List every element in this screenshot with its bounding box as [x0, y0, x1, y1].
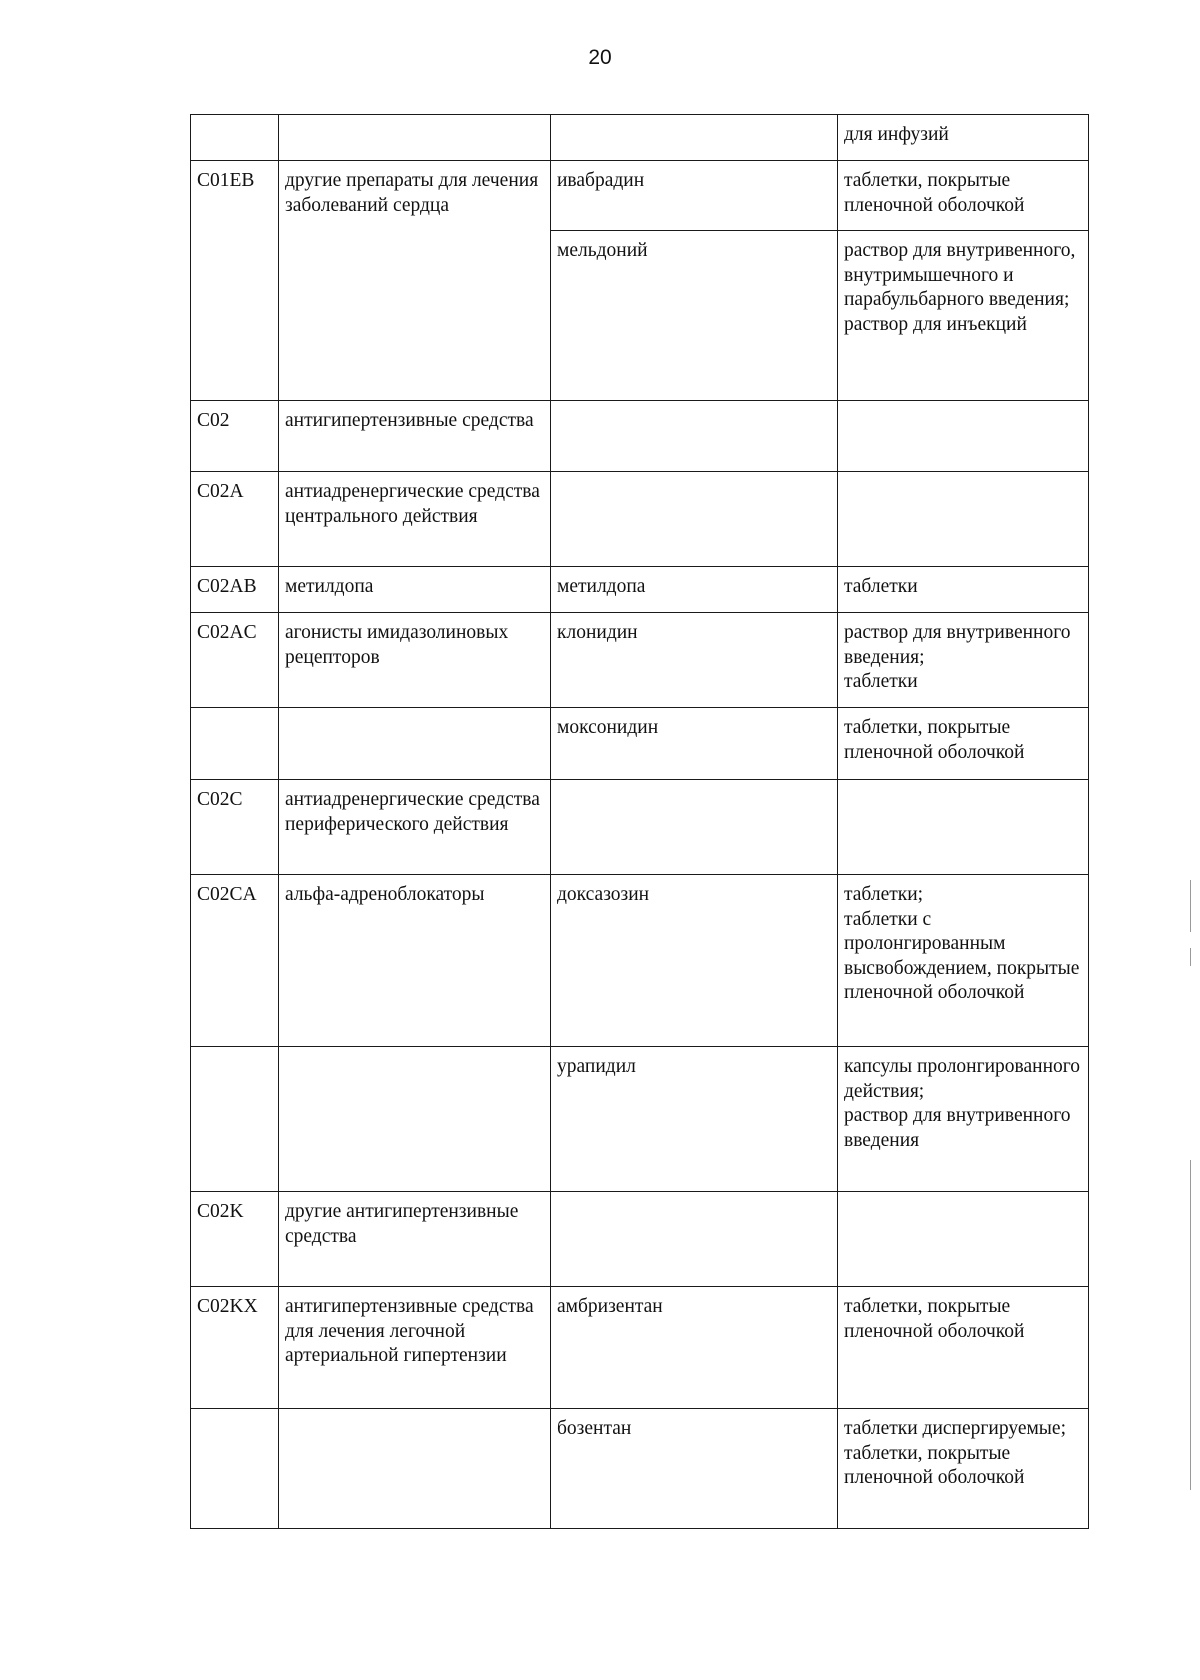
table-row [191, 875, 1089, 1047]
dosage-form-line: таблетки [844, 671, 918, 692]
atc-code-cell: C02 [191, 401, 279, 472]
pharm-group-cell: антигипертензивные средства для лечения легочной артериальной гипертензии [279, 1287, 551, 1409]
table-row [191, 708, 1089, 780]
dosage-form-line: таблетки; [844, 884, 924, 905]
drug-name-cell: клонидин [551, 613, 838, 708]
pharm-group-cell: метилдопа [279, 567, 551, 613]
table-row [191, 472, 1089, 567]
atc-code-cell: C02AB [191, 567, 279, 613]
scan-edge-mark [1190, 1160, 1191, 1490]
drug-name-cell [551, 115, 838, 161]
dosage-form-line: таблетки, покрытые пленочной оболочкой [844, 1442, 1025, 1488]
pharm-group-cell [279, 1047, 551, 1192]
drug-name-cell: мельдоний [551, 231, 838, 401]
atc-code-cell: C02K [191, 1192, 279, 1287]
drug-name-cell: метилдопа [551, 567, 838, 613]
table-row [191, 1192, 1089, 1287]
scan-edge-mark [1190, 948, 1191, 966]
dosage-form-cell [838, 1287, 1089, 1409]
pharm-group-cell [279, 115, 551, 161]
dosage-form-line: таблетки с пролонгированным высвобождением, покрытые пленочной оболочкой [844, 908, 1080, 1003]
dosage-form-line: таблетки, покрытые пленочной оболочкой [844, 1296, 1025, 1342]
dosage-form-cell [838, 472, 1089, 567]
dosage-form-line: капсулы пролонгированного действия; [844, 1056, 1081, 1102]
pharm-group-cell: антиадренергические средства центрального действия [279, 472, 551, 567]
drug-name-cell: ивабрадин [551, 161, 838, 231]
dosage-form-cell [838, 1192, 1089, 1287]
pharm-group-cell [279, 708, 551, 780]
dosage-form-line: таблетки, покрытые пленочной оболочкой [844, 170, 1025, 216]
dosage-form-line: таблетки диспергируемые; [844, 1418, 1066, 1439]
drug-table [190, 114, 1089, 1529]
dosage-form-line: таблетки, покрытые пленочной оболочкой [844, 717, 1025, 763]
pharm-group-cell: другие препараты для лечения заболеваний сердца [279, 161, 551, 401]
drug-name-cell: урапидил [551, 1047, 838, 1192]
table-row [191, 1047, 1089, 1192]
atc-code-cell [191, 1409, 279, 1529]
dosage-form-cell [838, 401, 1089, 472]
dosage-form-line: раствор для инъекций [844, 313, 1027, 335]
table-row [191, 613, 1089, 708]
pharm-group-cell: антигипертензивные средства [279, 401, 551, 472]
atc-code-cell: C02C [191, 780, 279, 875]
dosage-form-cell [838, 161, 1089, 231]
drug-name-cell [551, 401, 838, 472]
pharm-group-cell: другие антигипертензивные средства [279, 1192, 551, 1287]
dosage-form-cell [838, 875, 1089, 1047]
atc-code-cell: C02CA [191, 875, 279, 1047]
table-row [191, 1409, 1089, 1529]
dosage-form-cell [838, 1409, 1089, 1529]
drug-name-cell [551, 1192, 838, 1287]
table-row [191, 1287, 1089, 1409]
atc-code-cell [191, 1047, 279, 1192]
atc-code-cell: C01EB [191, 161, 279, 401]
table-row [191, 567, 1089, 613]
atc-code-cell [191, 115, 279, 161]
dosage-form-line: для инфузий [844, 124, 949, 145]
atc-code-cell: C02A [191, 472, 279, 567]
drug-name-cell: бозентан [551, 1409, 838, 1529]
pharm-group-cell: альфа-адреноблокаторы [279, 875, 551, 1047]
drug-name-cell: доксазозин [551, 875, 838, 1047]
table-row [191, 780, 1089, 875]
dosage-form-line: раствор для внутривенного, внутримышечного и парабульбарного введения; [844, 240, 1076, 310]
dosage-form-cell [838, 780, 1089, 875]
dosage-form-cell [838, 231, 1089, 401]
scan-edge-mark [1190, 880, 1191, 932]
dosage-form-cell [838, 1047, 1089, 1192]
dosage-form-line: раствор для внутривенного введения; [844, 622, 1071, 668]
dosage-form-cell [838, 115, 1089, 161]
table-row [191, 115, 1089, 161]
table-row [191, 401, 1089, 472]
pharm-group-cell: антиадренергические средства периферического действия [279, 780, 551, 875]
dosage-form-line: раствор для внутривенного введения [844, 1105, 1071, 1151]
pharm-group-cell [279, 1409, 551, 1529]
drug-name-cell: моксонидин [551, 708, 838, 780]
table-row [191, 161, 1089, 231]
dosage-form-cell [838, 708, 1089, 780]
drug-name-cell [551, 472, 838, 567]
pharm-group-cell: агонисты имидазолиновых рецепторов [279, 613, 551, 708]
atc-code-cell: C02AC [191, 613, 279, 708]
atc-code-cell [191, 708, 279, 780]
drug-name-cell: амбризентан [551, 1287, 838, 1409]
drug-name-cell [551, 780, 838, 875]
page-number: 20 [588, 46, 612, 69]
dosage-form-cell [838, 613, 1089, 708]
atc-code-cell: C02KX [191, 1287, 279, 1409]
dosage-form-cell [838, 567, 1089, 613]
dosage-form-line: таблетки [844, 576, 918, 597]
